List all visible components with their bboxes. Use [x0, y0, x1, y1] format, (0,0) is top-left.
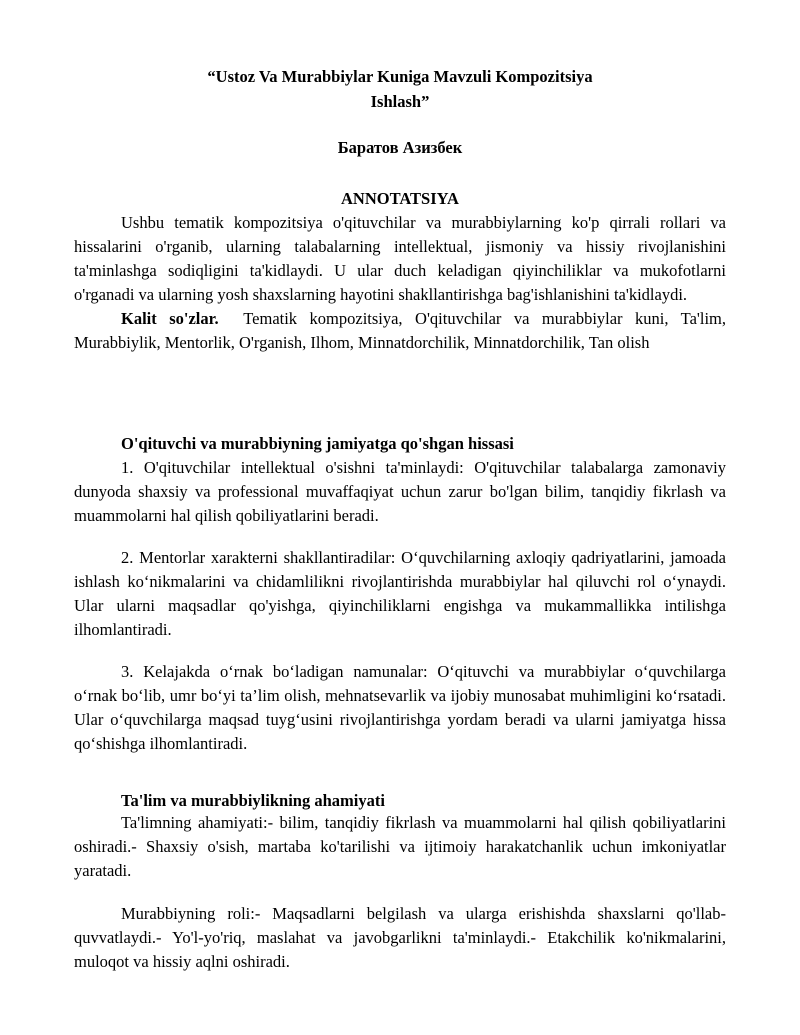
section-1-paragraph-3: 3. Kelajakda o‘rnak bo‘ladigan namunalar: O‘qituvchi va murabbiylar o‘quvchilarga o‘rnak bo‘lib, umr bo‘yi ta’lim olish, mehnatsevarlik va ijobiy munosabat muhimligini ko‘rsatadi. Ular o‘quvchilarga maqsad tuyg‘usini rivojlantirishga yordam beradi va ularni jamiyatga hissa qo‘shishga ilhomlantiradi. [74, 662, 726, 753]
author-name: Баратов Азизбек [337, 138, 463, 157]
title-line-2: Ishlash” [370, 92, 430, 111]
section-1-para-1-block [74, 456, 726, 528]
document-title [74, 64, 726, 114]
section-2-paragraph-1: Ta'limning ahamiyati:- bilim, tanqidiy fikrlash va muammolarni hal qilish qobiliyatlarini oshiradi.- Shaxsiy o'sish, martaba ko'tarilishi va ijtimoiy harakatchanlik uchun imkoniyatlar yaratadi. [74, 813, 726, 880]
section-1-paragraph-2: 2. Mentorlar xarakterni shakllantiradilar: O‘quvchilarning axloqiy qadriyatlarini, jamoada ishlash ko‘nikmalarini va chidamlilikni rivojlantirishda murabbiylar hal qiluvchi rol o‘ynaydi. Ular ularni maqsadlar qo'yishga, qiyinchiliklarni engishga va mukammallikka intilishga ilhomlantiradi. [74, 548, 726, 639]
section-1-para-2-block [74, 546, 726, 642]
section-1-paragraph-1: 1. O'qituvchilar intellektual o'sishni ta'minlaydi: O'qituvchilar talabalarga zamonaviy dunyoda shaxsiy va professional muvaffaqiyat uchun zarur bo'lgan bilim, tanqidiy fikrlash va muammolarni hal qilish qobiliyatlarini beradi. [74, 458, 726, 525]
keywords-label: Kalit so'zlar. [121, 309, 219, 328]
section-2-para-1-block [74, 811, 726, 883]
annotation-heading: ANNOTATSIYA [341, 189, 459, 208]
title-line-1: “Ustoz Va Murabbiylar Kuniga Mavzuli Kompozitsiya [207, 67, 593, 86]
section-1-para-3-block [74, 660, 726, 756]
section-2-paragraph-2: Murabbiyning roli:- Maqsadlarni belgilash va ularga erishishda shaxslarni qo'llab-quvvatlaydi.- Yo'l-yo'riq, maslahat va javobgarlikni ta'minlaydi.- Etakchilik ko'nikmalarini, muloqot va hissiy aqlni oshiradi. [74, 904, 726, 971]
keywords-paragraph [74, 307, 726, 355]
annotation-block [74, 211, 726, 355]
annotation-paragraph: Ushbu tematik kompozitsiya o'qituvchilar va murabbiylarning ko'p qirrali rollari va hissalarini o'rganib, ularning talabalarning intellektual, jismoniy va hissiy rivojlanishini ta'minlashga sodiqligini ta'kidlaydi. U ular duch keladigan qiyinchiliklar va mukofotlarni o'rganadi va ularning yosh shaxslarning hayotini shakllantirishga bag'ishlanishini ta'kidlaydi. [74, 213, 726, 304]
section-2-para-2-block [74, 902, 726, 974]
section-2-heading: Ta'lim va murabbiylikning ahamiyati [121, 791, 385, 810]
keywords-text: Tematik kompozitsiya, O'qituvchilar va murabbiylar kuni, Ta'lim, Murabbiylik, Mentorlik, O'rganish, Ilhom, Minnatdorchilik, Minnatdorchilik, Tan olish [74, 309, 727, 352]
section-1-heading: O'qituvchi va murabbiyning jamiyatga qo'shgan hissasi [121, 434, 514, 453]
